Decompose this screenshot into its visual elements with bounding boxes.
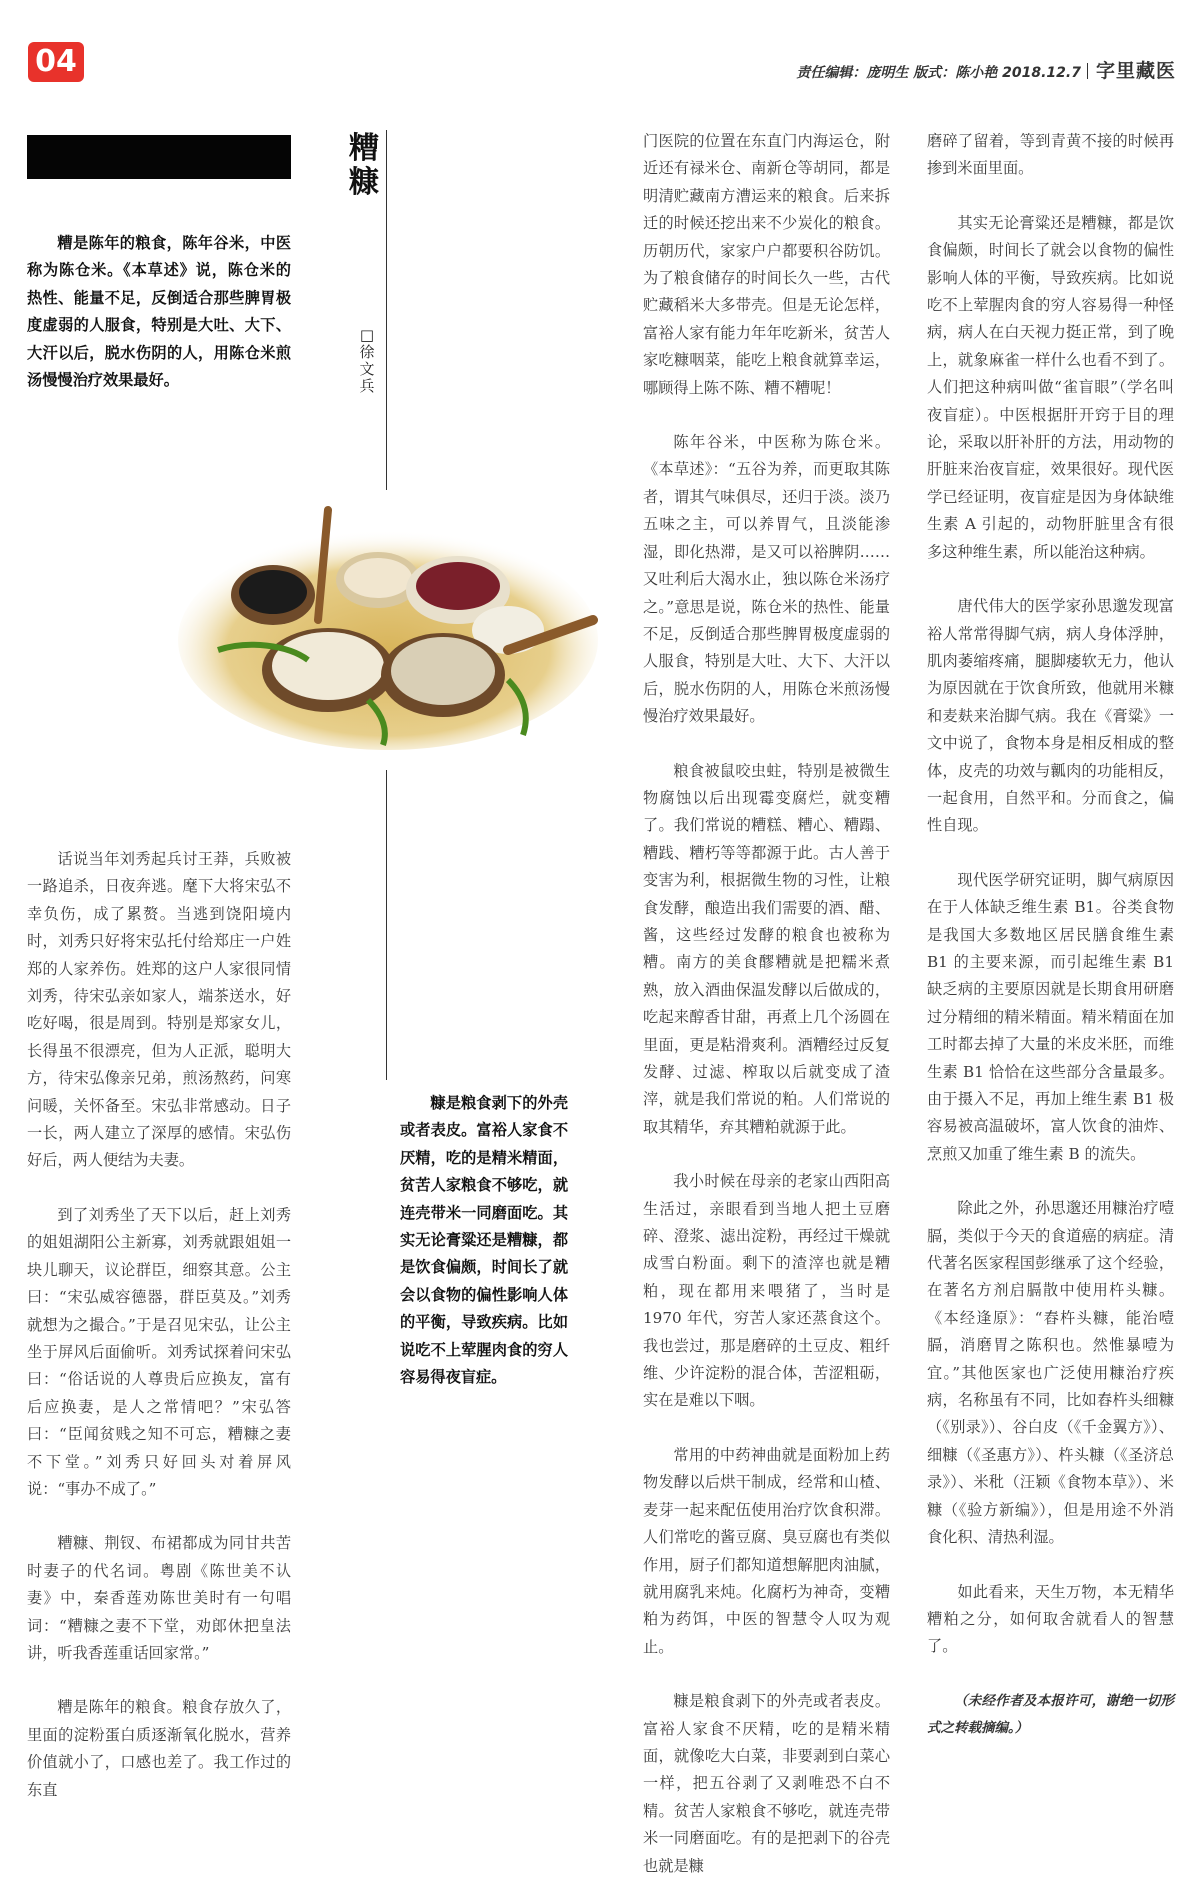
col3-paragraph: 糠是粮食剥下的外壳或者表皮。富裕人家食不厌精，吃的是精米精面，就像吃大白菜，非要剥到白菜心一样，把五谷剥了又剥唯恐不白不精。贫苦人家粮食不够吃，就连壳带米一同磨面吃。有的是把剥下的谷壳也就是糠 bbox=[643, 1692, 890, 1875]
copyright-note: （未经作者及本报许可，谢绝一切形式之转载摘编。） bbox=[927, 1692, 1174, 1736]
col4-paragraph: 如此看来，天生万物，本无精华糟粕之分，如何取舍就看人的智慧了。 bbox=[927, 1582, 1174, 1656]
page-number-badge: 04 bbox=[28, 42, 84, 82]
article-author: □徐文兵 bbox=[359, 326, 375, 395]
col4-paragraph: 唐代伟大的医学家孙思邈发现富裕人常常得脚气病，病人身体浮肿，肌肉萎缩疼痛，腿脚痿软无力，他认为原因就在于饮食所致，他就用米糠和麦麸来治脚气病。我在《膏粱》一文中说了，食物本身是相反相成的整体，皮壳的功效与瓤肉的功能相反，一起食用，自然平和。分而食之，偏性自现。 bbox=[927, 597, 1174, 835]
lead-text: 糟是陈年的粮食，陈年谷米，中医称为陈仓米。《本草述》说，陈仓米的热性、能量不足，反倒适合那些脾胃极度虚弱的人服食，特别是大吐、大下、大汗以后，脱水伤阴的人，用陈仓米煎汤慢慢治疗效果最好。 bbox=[27, 234, 291, 390]
col4-paragraph: 除此之外，孙思邈还用糠治疗噎膈，类似于今天的食道癌的病症。清代著名医家程国彭继承了这个经验，在著名方剂启膈散中使用杵头糠。《本经逢原》：“舂杵头糠，能治噎膈，消磨胃之陈积也。然惟暴噎为宜。”其他医家也广泛使用糠治疗疾病，名称虽有不同，比如舂杵头细糠（《别录》）、谷白皮（《千金翼方》）、细糠（《圣惠方》）、杵头糠（《圣济总录》）、米秕（汪颖《食物本草》）、米糠（《验方新编》），但是用途不外消食化积、清热利湿。 bbox=[927, 1199, 1174, 1547]
col3-paragraph: 我小时候在母亲的老家山西阳高生活过，亲眼看到当地人把土豆磨碎、澄浆、滤出淀粉，再经过干燥就成雪白粉面。剩下的渣滓也就是糟粕，现在都用来喂猪了，当时是 1970 年代，穷苦人家还蒸食这个。我也尝过，那是磨碎的土豆皮、粗纤维、少许淀粉的混合体，苦涩粗砺，实在是难以下咽。 bbox=[643, 1172, 890, 1410]
col4-paragraph: 其实无论膏粱还是糟糠，都是饮食偏颇，时间长了就会以食物的偏性影响人体的平衡，导致疾病。比如说吃不上荤腥肉食的穷人容易得一种怪病，病人在白天视力挺正常，到了晚上，就象麻雀一样什么也看不到了。人们把这种病叫做“雀盲眼”（学名叫夜盲症）。中医根据肝开窍于目的理论，采取以肝补肝的方法，用动物的肝脏来治夜盲症，效果很好。现代医学已经证明，夜盲症是因为身体缺维生素 A 引起的，动物肝脏里含有很多这种维生素，所以能治这种病。 bbox=[927, 213, 1174, 561]
lead-summary bbox=[27, 230, 291, 394]
col1-paragraph: 糟糠、荆钗、布裙都成为同甘共苦时妻子的代名词。粤剧《陈世美不认妻》中，秦香莲劝陈世美时有一句唱词：“糟糠之妻不下堂，劝郎休把皇法讲，听我香莲重话回家常。” bbox=[27, 1534, 291, 1662]
col3-paragraph: 陈年谷米，中医称为陈仓米。《本草述》：“五谷为养，而更取其陈者，谓其气味俱尽，还归于淡。淡乃五味之主，可以养胃气，且淡能渗湿，即化热滞，是又可以裕脾阴……又吐利后大渴水止，独以陈仓米汤疗之。”意思是说，陈仓米的热性、能量不足，反倒适合那些脾胃极度虚弱的人服食，特别是大吐、大下、大汗以后，脱水伤阴的人，用陈仓米煎汤慢慢治疗效果最好。 bbox=[643, 433, 890, 726]
grains-photo bbox=[178, 500, 598, 750]
column-divider-top bbox=[386, 130, 387, 490]
col3-paragraph: 门医院的位置在东直门内海运仓，附近还有禄米仓、南新仓等胡同，都是明清贮藏南方漕运来的粮食。后来拆迁的时候还挖出来不少炭化的粮食。历朝历代，家家户户都要积谷防饥。为了粮食储存的时间长久一些，古代贮藏稻米大多带壳。但是无论怎样，富裕人家有能力年年吃新米，贫苦人家吃糠咽菜，能吃上粮食就算幸运，哪顾得上陈不陈、糟不糟呢！ bbox=[643, 132, 890, 397]
header-editors: 责任编辑：庞明生 版式：陈小艳 2018.12.7 bbox=[796, 65, 1081, 81]
column-1 bbox=[27, 846, 291, 1804]
col1-paragraph: 话说当年刘秀起兵讨王莽，兵败被一路追杀，日夜奔逃。麾下大将宋弘不幸负伤，成了累赘。当逃到饶阳境内时，刘秀只好将宋弘托付给郑庄一户姓郑的人家养伤。姓郑的这户人家很同情刘秀，待宋弘亲如家人，端茶送水，好吃好喝，很是周到。特别是郑家女儿，长得虽不很漂亮，但为人正派，聪明大方，待宋弘像亲兄弟，煎汤熬药，问寒问暖，关怀备至。宋弘非常感动。日子一长，两人建立了深厚的感情。宋弘伤好后，两人便结为夫妻。 bbox=[27, 850, 291, 1170]
col4-paragraph: 现代医学研究证明，脚气病原因在于人体缺乏维生素 B1。谷类食物是我国大多数地区居民膳食维生素 B1 的主要来源，而引起维生素 B1 缺乏病的主要原因就是长期食用研磨过分精细的精米精面。精米精面在加工时都去掉了大量的米皮米胚，而维生素 B1 恰恰在这些部分含量最多。由于摄入不足，再加上维生素 B1 极容易被高温破坏，富人饮食的油炸、烹煎又加重了维生素 B 的流失。 bbox=[927, 870, 1174, 1163]
column-4 bbox=[927, 128, 1174, 1742]
pull-quote bbox=[400, 1090, 568, 1391]
column-brand: 字里藏医 bbox=[1095, 60, 1176, 82]
pull-quote-text: 糠是粮食剥下的外壳或者表皮。富裕人家食不厌精，吃的是精米精面，贫苦人家粮食不够吃，就连壳带米一同磨面吃。其实无论膏粱还是糟糠，都是饮食偏颇，时间长了就会以食物的偏性影响人体的平衡，导致疾病。比如说吃不上荤腥肉食的穷人容易得夜盲症。 bbox=[400, 1094, 568, 1387]
page-header bbox=[796, 56, 1176, 83]
col4-paragraph: 磨碎了留着，等到青黄不接的时候再掺到米面里面。 bbox=[927, 132, 1174, 178]
header-divider bbox=[1087, 63, 1088, 79]
column-3 bbox=[643, 128, 890, 1880]
col1-paragraph: 到了刘秀坐了天下以后，赶上刘秀的姐姐湖阳公主新寡，刘秀就跟姐姐一块儿聊天，议论群臣，细察其意。公主曰：“宋弘威容德器，群臣莫及。”刘秀就想为之撮合。”于是召见宋弘，让公主坐于屏风后面偷听。刘秀试探着问宋弘曰：“俗话说的人尊贵后应换友，富有后应换妻，是人之常情吧？”宋弘答曰：“臣闻贫贱之知不可忘，糟糠之妻不下堂。”刘秀只好回头对着屏风说：“事办不成了。” bbox=[27, 1205, 291, 1498]
col3-paragraph: 常用的中药神曲就是面粉加上药物发酵以后烘干制成，经常和山楂、麦芽一起来配伍使用治疗饮食积滞。人们常吃的酱豆腐、臭豆腐也有类似作用，厨子们都知道想解肥肉油腻，就用腐乳来炖。化腐朽为神奇，变糟粕为药饵，中医的智慧令人叹为观止。 bbox=[643, 1445, 890, 1656]
article-title: 糟糠 bbox=[349, 131, 379, 200]
column-divider-bottom bbox=[386, 770, 387, 1080]
col3-paragraph: 粮食被鼠咬虫蛀，特别是被微生物腐蚀以后出现霉变腐烂，就变糟了。我们常说的糟糕、糟心、糟蹋、糟践、糟朽等等都源于此。古人善于变害为利，根据微生物的习性，让粮食发酵，酿造出我们需要的酒、醋、酱，这些经过发酵的粮食也被称为糟。南方的美食醪糟就是把糯米煮熟，放入酒曲保温发酵以后做成的，吃起来醇香甘甜，再煮上几个汤圆在里面，更是粘滑爽利。酒糟经过反复发酵、过滤、榨取以后就变成了渣滓，就是我们常说的粕。人们常说的取其精华，弃其糟粕就源于此。 bbox=[643, 761, 890, 1136]
redacted-banner bbox=[27, 135, 291, 179]
col1-paragraph: 糟是陈年的粮食。粮食存放久了，里面的淀粉蛋白质逐渐氧化脱水，营养价值就小了，口感也差了。我工作过的东直 bbox=[27, 1698, 291, 1799]
